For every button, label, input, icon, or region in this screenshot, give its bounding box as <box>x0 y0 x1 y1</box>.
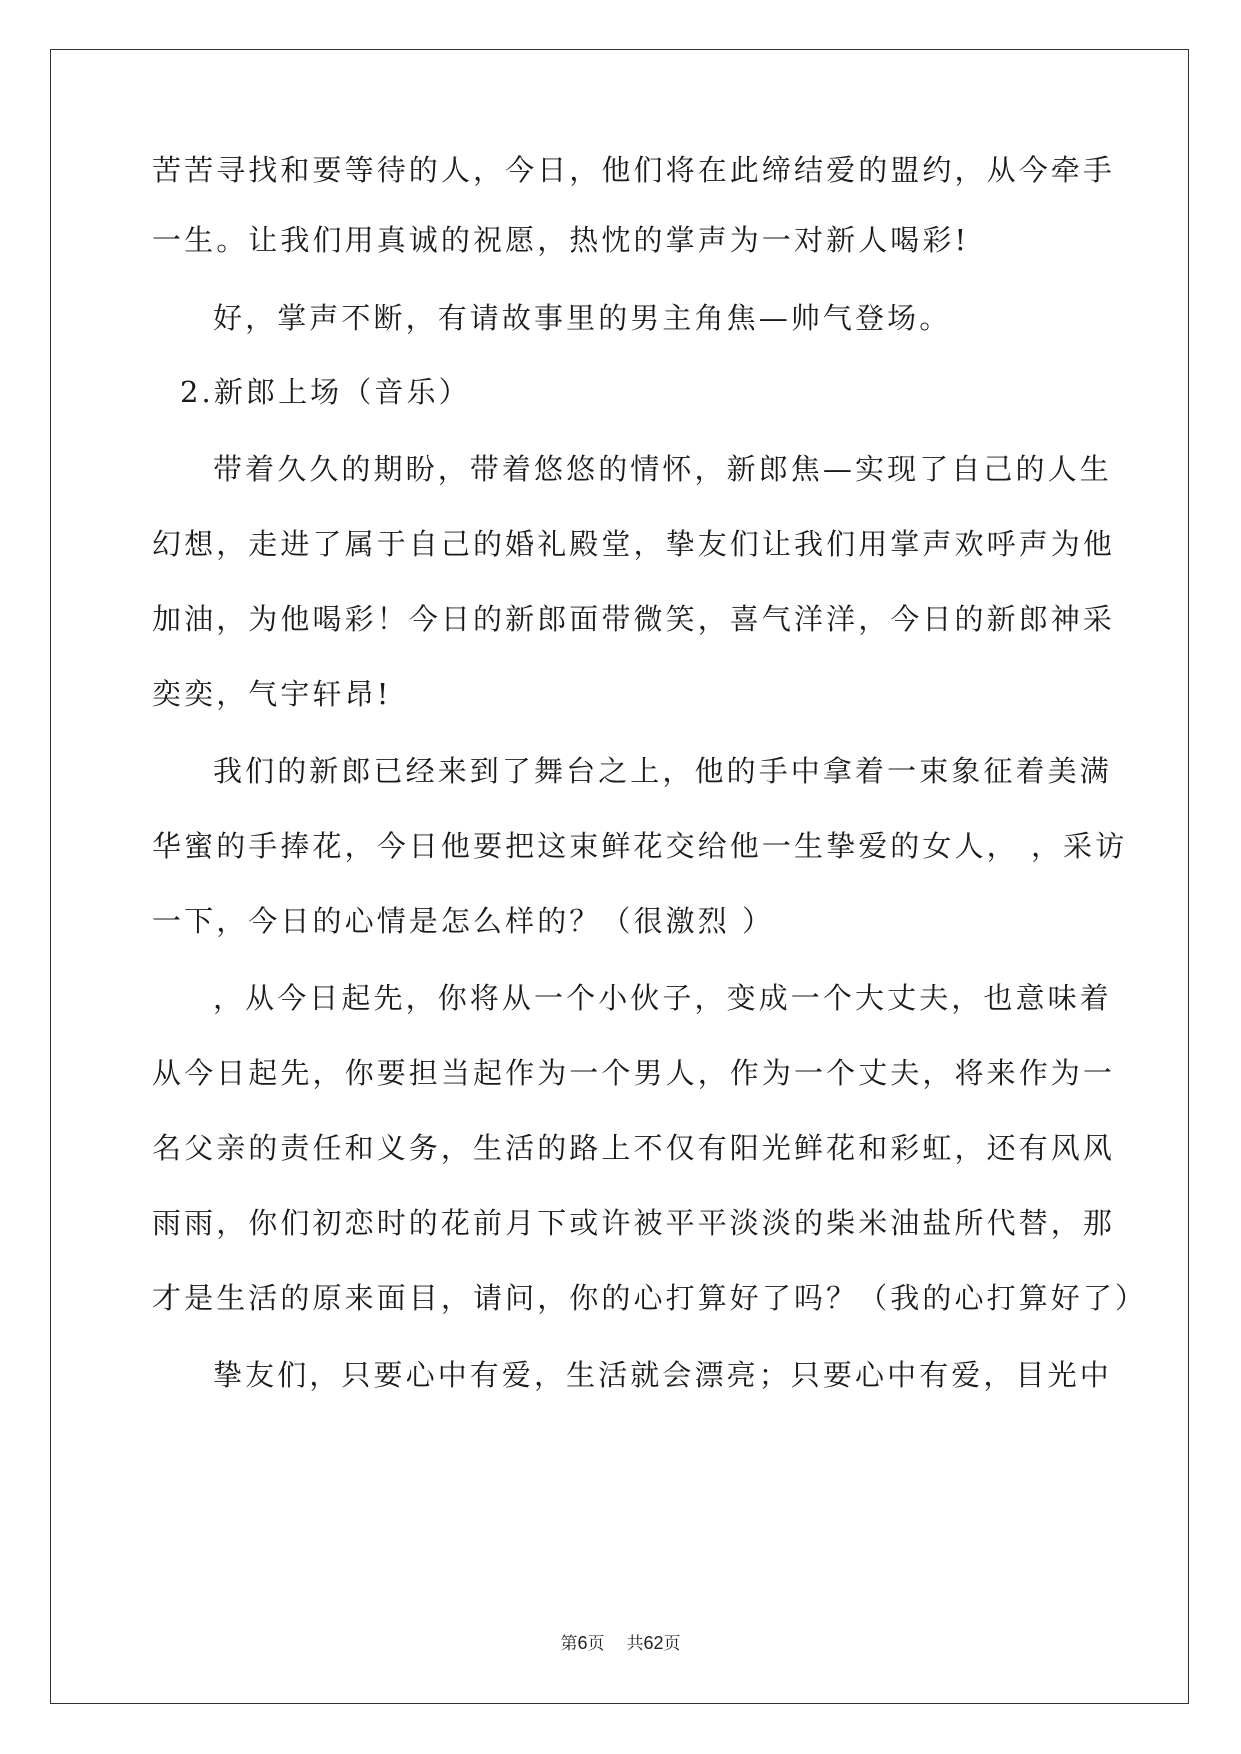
text-line-11: 一下，今日的心情是怎么样的？（很激烈 ） <box>152 904 775 938</box>
text-line-10: 华蜜的手捧花，今日他要把这束鲜花交给他一生挚爱的女人， ，采访 <box>152 829 1128 863</box>
text-line-15: 雨雨，你们初恋时的花前月下或许被平平淡淡的柴米油盐所代替，那 <box>152 1206 1116 1240</box>
footer-prefix: 第 <box>560 1634 578 1654</box>
text-line-3: 好，掌声不断，有请故事里的男主角焦—帅气登场。 <box>213 301 952 335</box>
text-line-5: 带着久久的期盼，带着悠悠的情怀，新郎焦—实现了自己的人生 <box>213 452 1112 486</box>
footer-total-pages: 62 <box>643 1633 664 1653</box>
text-line-12: ，从今日起先，你将从一个小伙子，变成一个大丈夫，也意味着 <box>213 981 1112 1015</box>
footer-total-prefix: 共 <box>626 1634 644 1654</box>
text-line-17: 挚友们，只要心中有爱，生活就会漂亮；只要心中有爱，目光中 <box>213 1358 1112 1392</box>
text-line-14: 名父亲的责任和义务，生活的路上不仅有阳光鲜花和彩虹，还有风风 <box>152 1131 1116 1165</box>
section-heading: 2.新郎上场（音乐） <box>180 375 471 409</box>
text-line-8: 奕奕，气宇轩昂! <box>152 677 392 711</box>
text-line-9: 我们的新郎已经来到了舞台之上，他的手中拿着一束象征着美满 <box>213 754 1112 788</box>
footer-total-suffix: 页 <box>663 1634 681 1654</box>
page-footer <box>0 1629 1241 1654</box>
text-line-2: 一生。让我们用真诚的祝愿，热忱的掌声为一对新人喝彩! <box>152 223 970 257</box>
text-line-13: 从今日起先，你要担当起作为一个男人，作为一个丈夫，将来作为一 <box>152 1056 1116 1090</box>
text-line-6: 幻想，走进了属于自己的婚礼殿堂，挚友们让我们用掌声欢呼声为他 <box>152 527 1116 561</box>
text-line-16: 才是生活的原来面目，请问，你的心打算好了吗？（我的心打算好了） <box>152 1281 1148 1315</box>
text-line-7: 加油，为他喝彩！今日的新郎面带微笑，喜气洋洋，今日的新郎神采 <box>152 602 1116 636</box>
footer-page-suffix: 页 <box>587 1634 605 1654</box>
page-border <box>50 49 1189 1704</box>
text-line-1: 苦苦寻找和要等待的人，今日，他们将在此缔结爱的盟约，从今牵手 <box>152 153 1116 187</box>
footer-page-number: 6 <box>577 1633 588 1653</box>
